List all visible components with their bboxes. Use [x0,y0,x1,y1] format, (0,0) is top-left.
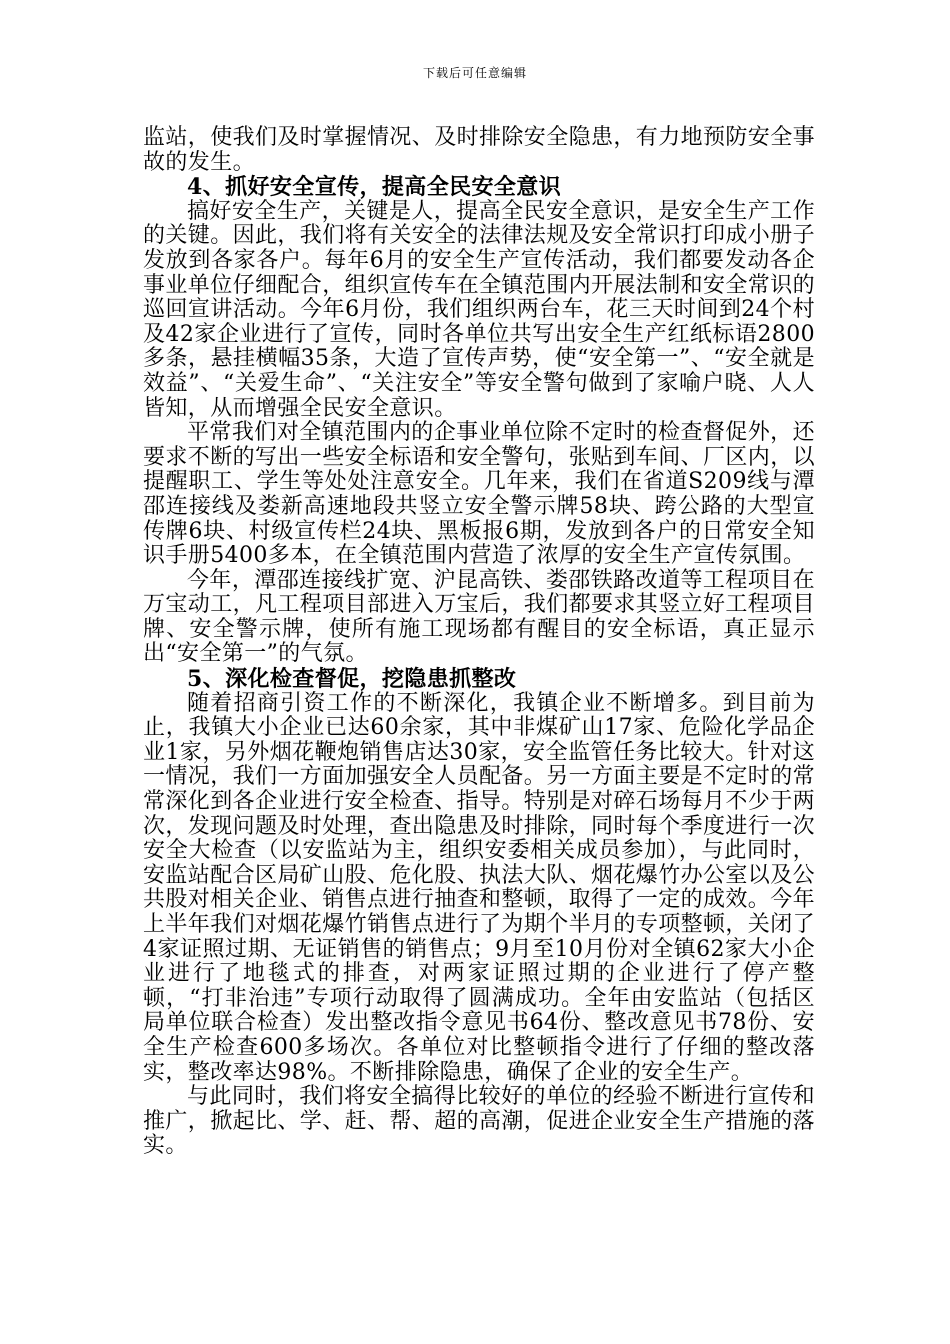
paragraph: 与此同时，我们将安全搞得比较好的单位的经验不断进行宣传和推广，掀起比、学、赶、帮、超的高潮，促进企业安全生产措施的落实。 [143,1084,816,1159]
section-heading-5: 5、深化检查督促，挖隐患抓整改 [187,666,517,693]
paragraph: 随着招商引资工作的不断深化，我镇企业不断增多。到目前为止，我镇大小企业已达60余家，其中非煤矿山17家、危险化学品企业1家，另外烟花鞭炮销售店达30家，安全监管任务比较大。针对这一情况，我们一方面加强安全人员配备。另一方面主要是不定时的常常深化到各企业进行安全检查、指导。特别是对碎石场每月不少于两次，发现问题及时处理，查出隐患及时排除，同时每个季度进行一次安全大检查（以安监站为主，组织安委相关成员参加），与此同时，安监站配合区局矿山股、危化股、执法大队、烟花爆竹办公室以及公共股对相关企业、销售点进行抽查和整顿，取得了一定的成效。今年上半年我们对烟花爆竹销售点进行了为期个半月的专项整顿，关闭了4家证照过期、无证销售的销售点；9月至10月份对全镇62家大小企业进行了地毯式的排查，对两家证照过期的企业进行了停产整顿，“打非治违”专项行动取得了圆满成功。全年由安监站（包括区局单位联合检查）发出整改指令意见书64份、整改意见书78份、安全生产检查600多场次。各单位对比整顿指令进行了仔细的整改落实，整改率达98%。不断排除隐患，确保了企业的安全生产。 [143,690,816,1085]
document-body [143,126,815,1159]
section-heading-4: 4、抓好安全宣传，提高全民安全意识 [187,174,562,201]
paragraph: 平常我们对全镇范围内的企事业单位除不定时的检查督促外，还要求不断的写出一些安全标语和安全警句，张贴到车间、厂区内，以提醒职工、学生等处处注意安全。几年来，我们在省道S209线与潭邵连接线及娄新高速地段共竖立安全警示牌58块、跨公路的大型宣传牌6块、村级宣传栏24块、黑板报6期，发放到各户的日常安全知识手册5400多本，在全镇范围内营造了浓厚的安全生产宣传氛围。 [143,420,816,569]
paragraph: 搞好安全生产，关键是人，提高全民安全意识，是安全生产工作的关键。因此，我们将有关安全的法律法规及安全常识打印成小册子发放到各家各户。每年6月的安全生产宣传活动，我们都要发动各企事业单位仔细配合，组织宣传车在全镇范围内开展法制和安全常识的巡回宣讲活动。今年6月份，我们组织两台车，花三天时间到24个村及42家企业进行了宣传，同时各单位共写出安全生产红纸标语2800多条，悬挂横幅35条，大造了宣传声势，使“安全第一”、“安全就是效益”、“关爱生命”、“关注安全”等安全警句做到了家喻户晓、人人皆知，从而增强全民安全意识。 [143,198,816,421]
paragraph: 今年，潭邵连接线扩宽、沪昆高铁、娄邵铁路改道等工程项目在万宝动工，凡工程项目部进入万宝后，我们都要求其竖立好工程项目牌、安全警示牌，使所有施工现场都有醒目的安全标语，真正显示出“安全第一”的气氛。 [143,567,816,667]
page-header: 下载后可任意编辑 [422,66,527,80]
paragraph-continuation: 监站，使我们及时掌握情况、及时排除安全隐患，有力地预防安全事故的发生。 [143,125,816,175]
